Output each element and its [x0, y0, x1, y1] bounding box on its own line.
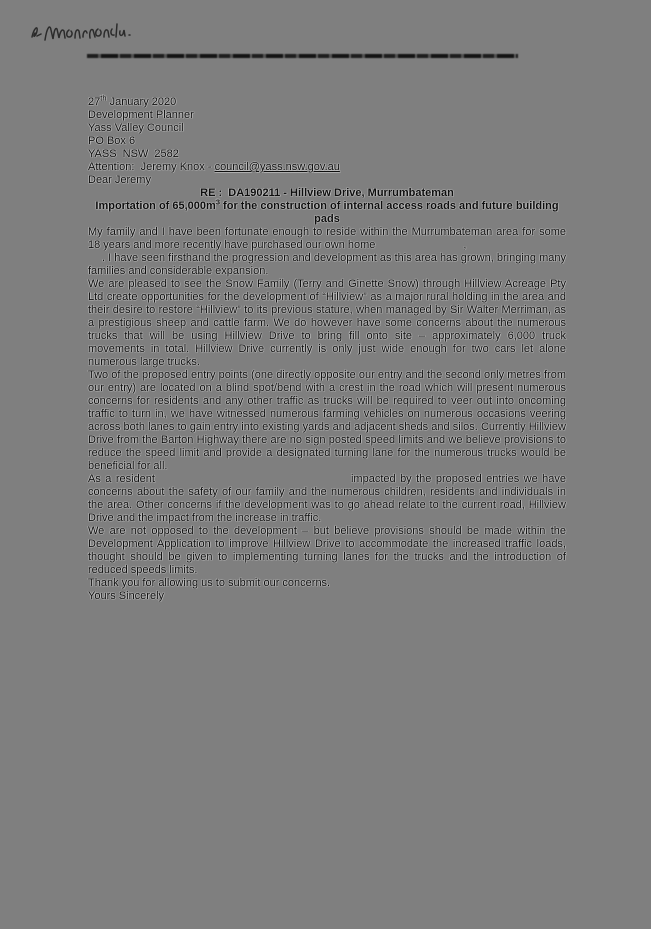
letter-date: [88, 0, 566, 109]
letter-body: [88, 0, 566, 603]
closing-line: Yours Sincerely: [88, 590, 165, 602]
recipient-line: Development Planner: [88, 109, 194, 121]
paragraph-not-opposed: We are not opposed to the development – but believe provisions should be made within the Development Application to improve Hillview Drive to accommodate the increased traffic loads, thought should be given to implementing turning lanes for the trucks and the introduction of reduced speeds limits.: [88, 525, 566, 576]
paragraph-text: As a resident: [88, 473, 155, 485]
subject-line-2-suffix: for the construction of internal access roads and future building pads: [220, 200, 559, 225]
paragraph-text: . I have seen firsthand the progression and development as this area has grown, bringing many families and considerable expansion.: [88, 252, 566, 277]
redaction-gap: [88, 260, 102, 261]
email-text: council@yass.nsw.gov.au: [214, 161, 340, 173]
paragraph-resident-concerns: [88, 473, 566, 525]
paragraph-entry-points: Two of the proposed entry points (one directly opposite our entry and the second only metres from our entry) are located on a blind spot/bend with a crest in the road which will present numerous concerns for residents and any other traffic as trucks will be required to veer out into oncoming traffic to turn in, we have witnessed numerous farming vehicles on numerous occasions veering across both lanes to gain entry into existing yards and adjacent sheds and silos. Currently Hillview Drive from the Barton Highway there are no sign posted speed limits and we believe provisions to reduce the speed limit and provide a designated turning lane for the numerous trucks would be beneficial for all.: [88, 369, 566, 472]
date-day: 27: [88, 96, 101, 108]
subject-superscript: 3: [215, 197, 220, 207]
subject-block: [88, 187, 566, 226]
paragraph-text: ,: [463, 239, 467, 251]
paragraph-text: My family and I have been fortunate enough to reside within the Murrumbateman area for some 18 years and more recently have purchased our own home: [88, 226, 566, 251]
paragraph-snow-family: We are pleased to see the Snow Family (Terry and Ginette Snow) through Hillview Acreage Pty Ltd create opportunities for the development of “Hillview” as a major rural holding in the area and their desire to restore “Hillview” to its previous stature, when managed by Sir Walter Merriman, as a prestigious sheep and cattle farm. We do however have some concerns about the numerous trucks that will be using Hillview Drive to bring fill onto site – approximately 6,000 truck movements in total. Hillview Drive currently is only just wide enough for two cars let alone numerous large trucks.: [88, 278, 566, 368]
salutation: Dear Jeremy: [88, 174, 151, 186]
date-ordinal: th: [100, 93, 107, 103]
paragraph-residence: [88, 226, 566, 278]
thanks-line: Thank you for allowing us to submit our concerns.: [88, 577, 331, 589]
attention-line: [88, 161, 566, 174]
recipient-line: YASS NSW 2582: [88, 148, 179, 160]
subject-line-2-prefix: Importation of 65,000m: [95, 200, 216, 212]
recipient-block: [88, 109, 566, 174]
recipient-line: Yass Valley Council: [88, 122, 184, 134]
date-rest: January 2020: [106, 96, 177, 108]
subject-line-2: [88, 197, 566, 226]
subject-line-1: RE : DA190211 - Hillview Drive, Murrumbateman: [200, 187, 454, 199]
redaction-gap: [155, 481, 351, 482]
paragraph-text: impacted by the proposed entries we have concerns about the safety of our family and the numerous children, residents and individuals in the area. Other concerns if the development was to go ahead relate to the current road, Hillview Drive and the impact from the increase in traffic.: [88, 473, 566, 524]
redaction-gap: [375, 247, 463, 248]
attention-prefix: Attention: Jeremy Knox -: [88, 161, 215, 173]
recipient-line: PO Box 6: [88, 135, 136, 147]
